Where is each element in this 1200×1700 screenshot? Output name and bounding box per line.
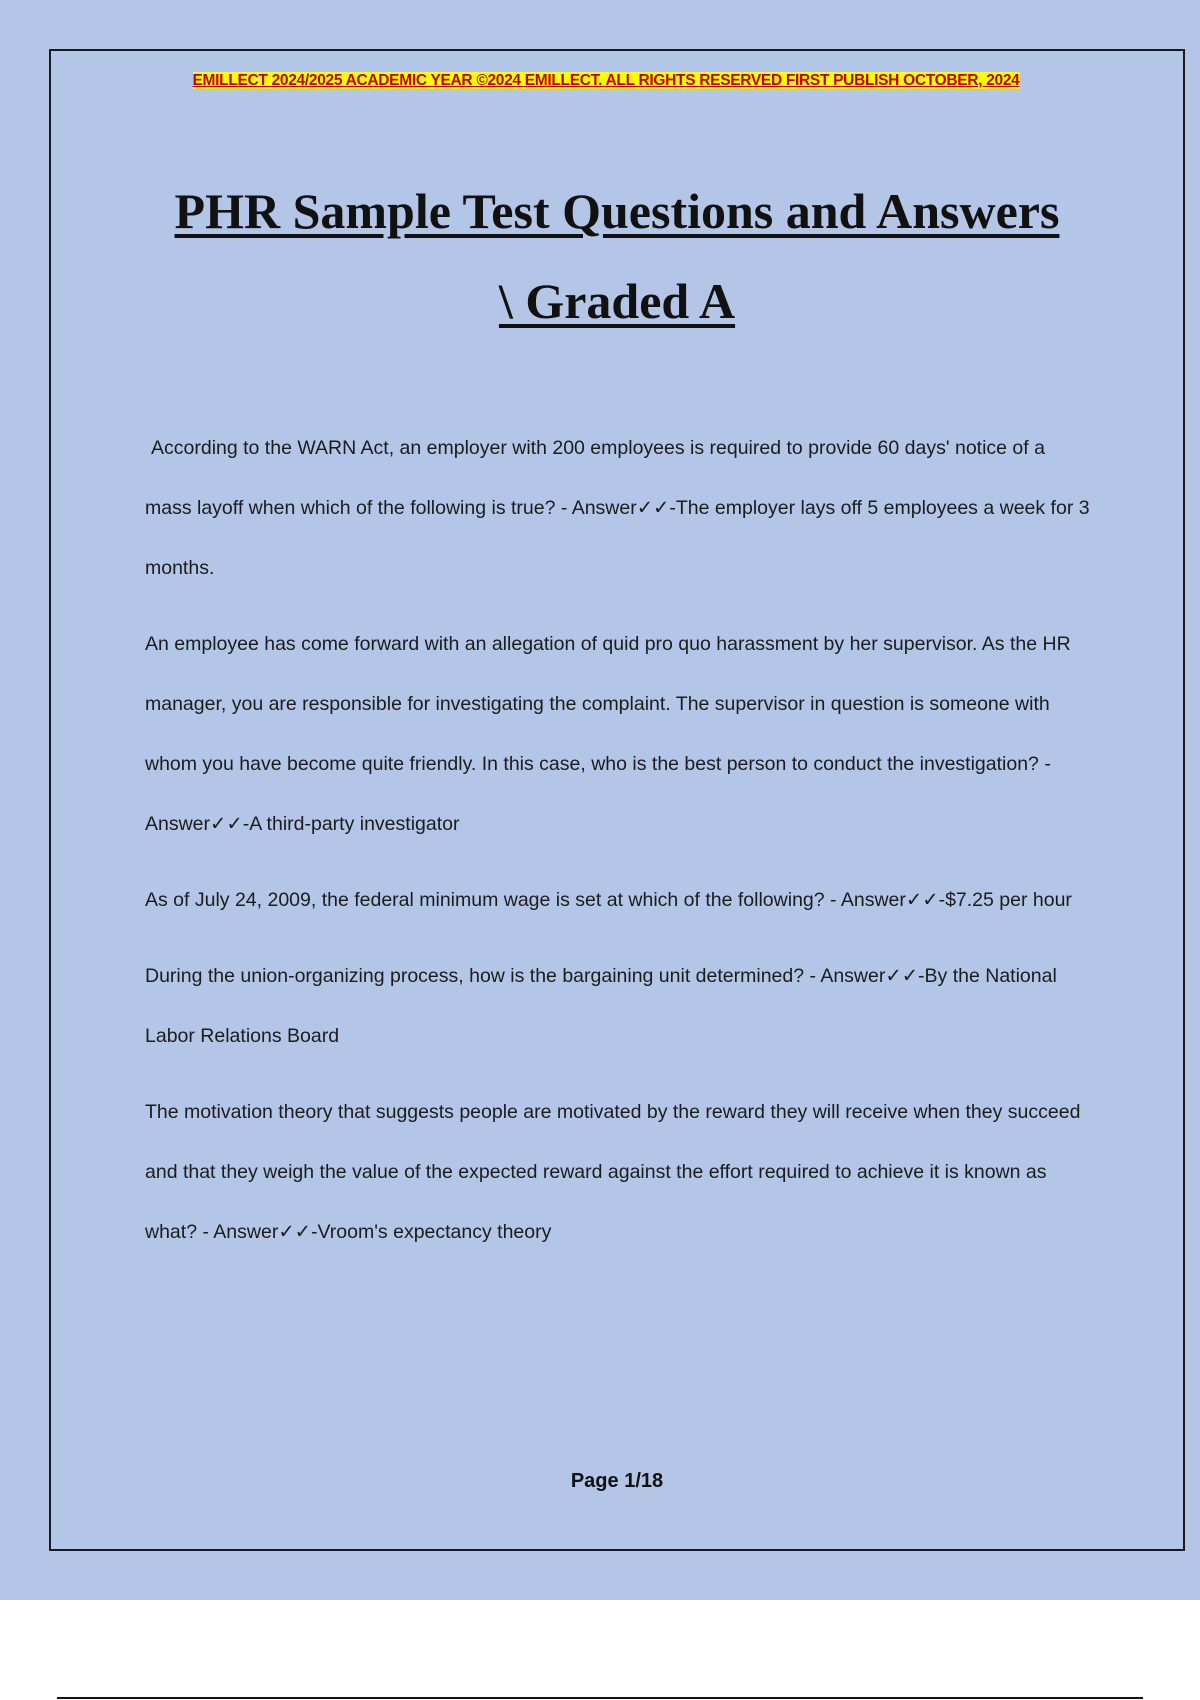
copyright-banner-text: EMILLECT 2024/2025 ACADEMIC YEAR ©2024 EMILLECT. ALL RIGHTS RESERVED FIRST PUBLISH OCTOBER, 2024	[192, 72, 1020, 89]
qa-item	[145, 418, 1090, 598]
qa-item	[145, 946, 1090, 1066]
answer-marker: - Answer✓✓-	[804, 965, 925, 987]
qa-item	[145, 870, 1090, 930]
answer-marker: - Answer✓✓-	[555, 497, 676, 519]
footer-divider	[57, 1697, 1143, 1699]
title-line-2: \ Graded A	[498, 273, 736, 329]
answer-marker: - Answer✓✓-	[145, 753, 1051, 835]
question-text: During the union-organizing process, how is the bargaining unit determined?	[145, 965, 805, 987]
answer-text: A third-party investigator	[249, 813, 460, 835]
answer-marker: - Answer✓✓-	[824, 889, 946, 911]
title-line-1: PHR Sample Test Questions and Answers	[174, 183, 1060, 239]
document-title	[120, 166, 1114, 346]
answer-text: By the National Labor Relations Board	[145, 965, 1057, 1047]
answer-text: $7.25 per hour	[945, 889, 1072, 911]
qa-item	[145, 1082, 1090, 1262]
question-text: The motivation theory that suggests people are motivated by the reward they will receive when they succeed and that they weigh the value of the expected reward against the effort required to achieve it is known as what?	[145, 1101, 1081, 1243]
qa-list	[145, 418, 1090, 1278]
qa-item	[145, 614, 1090, 854]
question-text: An employee has come forward with an allegation of quid pro quo harassment by her supervisor. As the HR manager, you are responsible for investigating the complaint. The supervisor in question is someone with whom you have become quite friendly. In this case, who is the best person to conduct the investigation?	[145, 633, 1071, 775]
question-text: According to the WARN Act, an employer with 200 employees is required to provide 60 days' notice of a mass layoff when which of the following is true?	[145, 437, 1045, 519]
question-text: As of July 24, 2009, the federal minimum wage is set at which of the following?	[145, 889, 825, 911]
copyright-banner	[145, 72, 1067, 90]
answer-text: Vroom's expectancy theory	[317, 1221, 552, 1243]
answer-text: The employer lays off 5 employees a week for 3 months.	[145, 497, 1090, 579]
answer-marker: - Answer✓✓-	[197, 1221, 318, 1243]
page-number: Page 1/18	[570, 1470, 664, 1492]
